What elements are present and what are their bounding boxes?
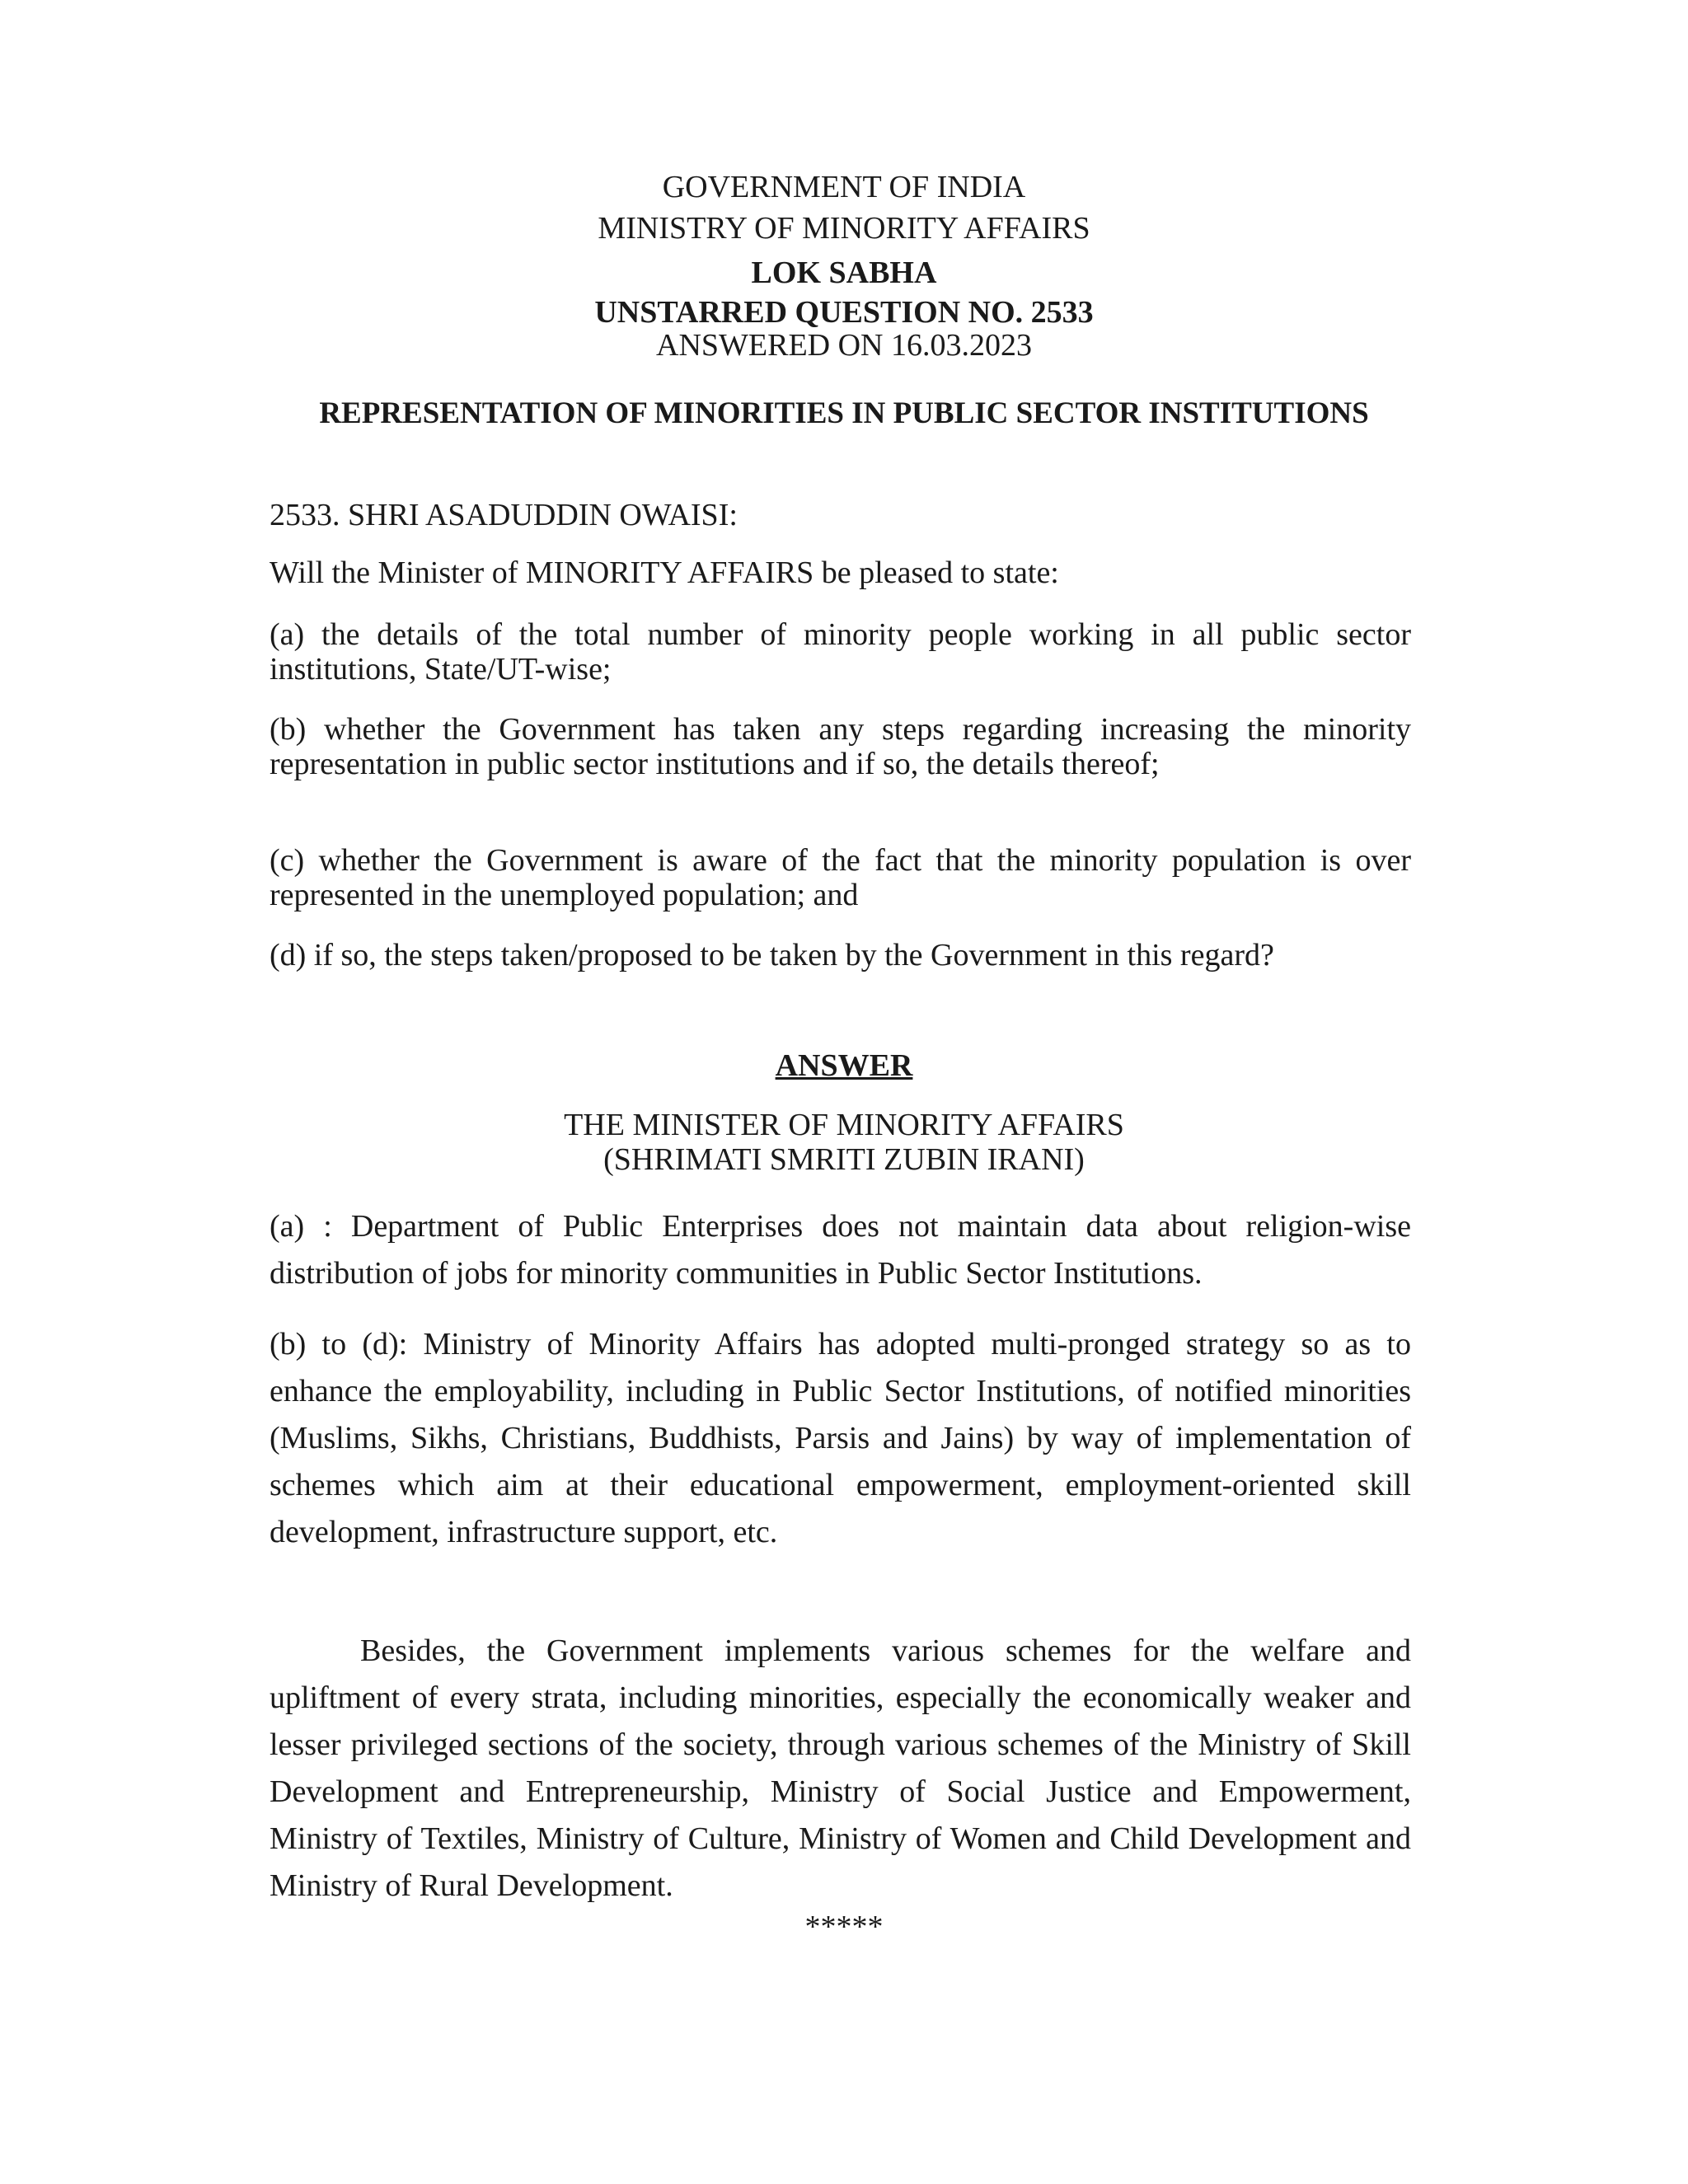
minister-name: (SHRIMATI SMRITI ZUBIN IRANI) (603, 1142, 1085, 1177)
question-part-d: (d) if so, the steps taken/proposed to be taken by the Government in this regard? (270, 938, 1274, 972)
answer-besides-paragraph: Besides, the Government implements various schemes for the welfare and upliftment of every strata, including minorities, especially the economically weaker and lesser privileged sections of the society, through various schemes of the Ministry of Skill Development and Entrepreneurship, Ministry of Social Justice and Empowerment, Ministry of Textiles, Ministry of Culture, Ministry of Women and Child Development and Ministry of Rural Development. (270, 1633, 1411, 1903)
answer-heading: ANSWER (775, 1048, 913, 1083)
question-asker: 2533. SHRI ASADUDDIN OWAISI: (270, 498, 738, 532)
answer-heading-wrap (0, 1047, 1688, 1084)
subject-title: REPRESENTATION OF MINORITIES IN PUBLIC SECTOR INSTITUTIONS (319, 396, 1369, 430)
question-part-b: (b) whether the Government has taken any steps regarding increasing the minority representation in public sector institutions and if so, the details thereof; (270, 712, 1411, 781)
end-mark: ***** (804, 1910, 884, 1944)
answer-part-b-to-d: (b) to (d): Ministry of Minority Affairs has adopted multi-pronged strategy so as to enhance the employability, including in Public Sector Institutions, of notified minorities (Muslims, Sikhs, Christians, Buddhists, Parsis and Jains) by way of implementation of schemes which aim at their educational empowerment, employment-oriented skill development, infrastructure support, etc. (270, 1327, 1411, 1549)
answer-part-a: (a) : Department of Public Enterprises does not maintain data about religion-wise distribution of jobs for minority communities in Public Sector Institutions. (270, 1209, 1411, 1291)
header-house: LOK SABHA (751, 255, 937, 290)
question-part-c: (c) whether the Government is aware of the fact that the minority population is over represented in the unemployed population; and (270, 843, 1411, 912)
header-ministry: MINISTRY OF MINORITY AFFAIRS (598, 211, 1090, 246)
question-part-a: (a) the details of the total number of minority people working in all public sector institutions, State/UT-wise; (270, 617, 1411, 687)
question-intro: Will the Minister of MINORITY AFFAIRS be pleased to state: (270, 555, 1059, 590)
header-question-no: UNSTARRED QUESTION NO. 2533 (594, 295, 1094, 330)
header-answered-on: ANSWERED ON 16.03.2023 (656, 328, 1032, 363)
minister-title: THE MINISTER OF MINORITY AFFAIRS (564, 1108, 1124, 1142)
header-government: GOVERNMENT OF INDIA (662, 170, 1026, 204)
